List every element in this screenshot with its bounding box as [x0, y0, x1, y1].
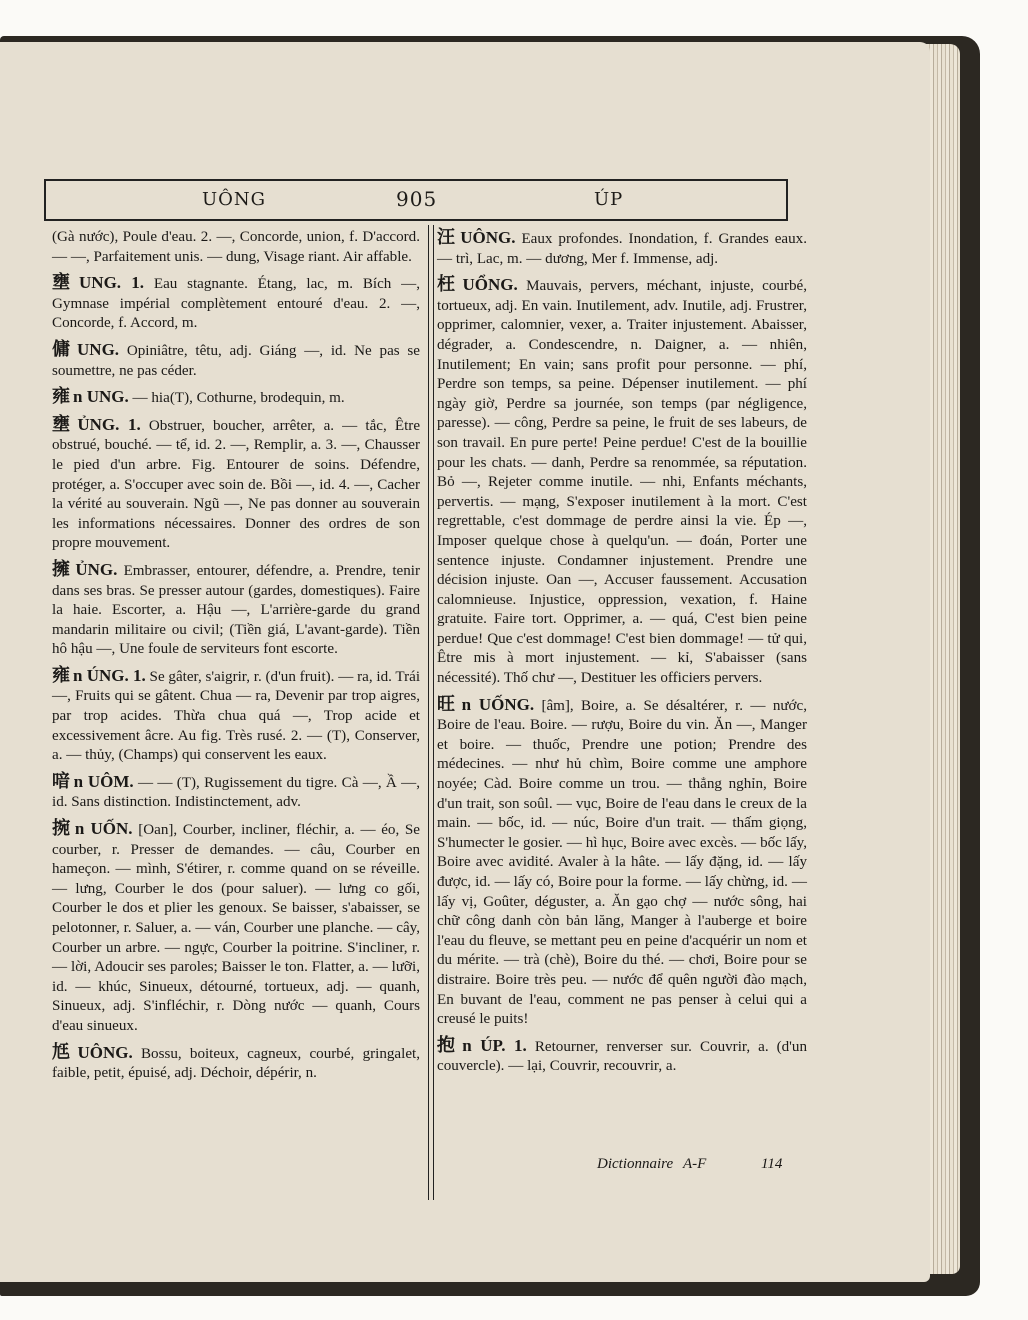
dictionary-entry — [52, 415, 420, 554]
dictionary-entry — [437, 228, 807, 269]
dictionary-entry — [437, 1036, 807, 1077]
headword-glyph: 捥 — [52, 818, 72, 839]
dictionary-entry — [52, 666, 420, 766]
headword-glyph: 喑 — [52, 770, 71, 791]
headword-glyph: 雍 — [52, 386, 70, 407]
entry-text: Mauvais, pervers, méchant, injuste, courbé, tortueux, adj. En vain. Inutilement, adv. Inutile, adj. Frustrer, opprimer, calomnier, vexer, a. Traiter injustement. Abaisser, dégrader, a. Condescendre, n. Daigner, a. — nhiên, Inutilement; En vain; sans profit pour personne. — phí, Perdre son temps, sa peine. Dépenser inutilement. — phí ngày giờ, Perdre sa journée, son temps (par négligence, paresse). — công, Perdre sa peine, le fruit de ses labeurs, de son travail. En pure perte! Peine perdue! C'est de la bouillie pour les chats. — danh, Perdre sa renommée, sa réputation. Bỏ —, Rejeter comme inutile. — nhi, Enfants méchants, pervertis. — mạng, S'exposer inutilement à la mort. C'est regrettable, c'est dommage de perdre ainsi la vie. Ép —, Imposer quelque chose à quelqu'un. — đoán, Porter une sentence injuste. Condamner injustement. Prendre une décision injuste. Oan —, Accuser faussement. Accusation calomnieuse. Injustice, oppression, vexation, f. Haine gratuite. Faire tort. Opprimer, a. — quá, C'est bien peine perdue! Que c'est dommage! C'est bien dommage! — tử qui, Être mis à mort injustement. — kỉ, S'abaisser (sans nécessité). Thố chư —, Destituer les officiers pervers. — [437, 278, 807, 687]
footer-number: 114 — [761, 1156, 783, 1172]
dictionary-entry — [52, 273, 420, 334]
dictionary-entry — [52, 340, 420, 381]
headword-glyph: 旺 — [437, 693, 459, 714]
right-column — [437, 228, 807, 1083]
footer-section: A-F — [683, 1156, 707, 1172]
dictionary-entry — [52, 228, 420, 267]
headword: n UỐN. — [74, 819, 133, 839]
dictionary-entry — [437, 275, 807, 688]
dictionary-entry — [52, 819, 420, 1037]
dictionary-entry — [52, 1043, 420, 1084]
headword: UNG. 1. — [79, 273, 145, 293]
entry-text: Embrasser, entourer, défendre, a. Prendre, tenir dans ses bras. Se presser autour (gardes, domestiques). Faire la haie. Escorter, a. Hậu —, L'arrière-garde du grand mandarin militaire ou civil; (Tiền giá, L'avant-garde). Tiền hô hậu —, Une foule de serviteurs font escorte. — [52, 562, 421, 658]
headword: UÔNG. — [77, 1042, 133, 1062]
headword: n ÚP. 1. — [462, 1035, 527, 1055]
left-column — [52, 228, 420, 1090]
footer-signature — [437, 1156, 807, 1176]
headword: n UỐNG. — [461, 694, 535, 714]
dictionary-entry — [52, 772, 420, 813]
headword-glyph: 雍 — [52, 664, 71, 685]
headword-glyph: 抱 — [437, 1034, 460, 1055]
headword: UỔNG. — [462, 275, 518, 295]
entry-text: Eau stagnante. Étang, lac, m. Bích —, Gymnase impérial complètement entouré d'eau. 2. —, Concorde, f. Accord, m. — [52, 276, 420, 332]
page-number: 905 — [396, 187, 438, 211]
headword-glyph: 枉 — [437, 274, 460, 295]
headword: UÔNG. — [460, 228, 516, 247]
headword-glyph: 擁 — [52, 558, 73, 579]
column-divider — [428, 225, 434, 1200]
page — [0, 42, 930, 1282]
footer-title: Dictionnaire — [597, 1156, 674, 1172]
running-header — [44, 179, 788, 221]
entry-text: (Gà nước), Poule d'eau. 2. —, Concorde, union, f. D'accord. — —, Parfaitement unis. — dung, Visage riant. Air affable. — [52, 229, 420, 265]
entry-text: Se gâter, s'aigrir, r. (d'un fruit). — ra, id. Trái —, Fruits qui se gâtent. Chua — ra, Devenir par trop aigres, par trop acides. Thừa chua quá —, Trop acide et excessivement âcre. Au fig. Très rusé. 2. — (T), Conserver, a. — thủy, (Champs) qui conservent les eaux. — [52, 668, 421, 764]
dictionary-entry — [437, 695, 807, 1030]
headword: n ÚNG. 1. — [73, 665, 146, 685]
headword: ỦNG. — [75, 559, 118, 579]
dictionary-entry — [52, 387, 420, 409]
headword-glyph: 壅 — [52, 272, 77, 293]
headword: n UNG. — [73, 387, 129, 407]
headword: n UÔM. — [73, 771, 134, 791]
entry-text: [Oan], Courber, incliner, fléchir, a. — éo, Se courber, r. Presser de demandes. — câu, Courber en hameçon. — mình, S'étirer, r. comme quand on se réveille. — lưng, Courber le dos (pour saluer). — lưng co gối, Courber le dos et plier les genoux. Se baisser, s'abaisser, se pelotonner, r. Saluer, a. — ván, Courber une planche. — cây, Courber un arbre. — ngực, Courber la poitrine. S'incliner, r. — lời, Adoucir ses paroles; Baisser le ton. Flatter, a. — lưỡi, id. — khúc, Sinueux, détourné, tortueux, adj. — quanh, Sinueux, adj. S'infléchir, r. Dòng nước — quanh, Cours d'eau sinueux. — [52, 822, 421, 1034]
headword-glyph: 尪 — [52, 1041, 75, 1062]
headword-glyph: 壅 — [52, 413, 75, 434]
entry-text: Bossu, boiteux, cagneux, courbé, gringalet, faible, petit, épuisé, adj. Déchoir, dépérir, n. — [52, 1045, 420, 1082]
entry-text: Opiniâtre, têtu, adj. Giáng —, id. Ne pas se soumettre, ne pas céder. — [52, 342, 420, 379]
header-right-word: ÚP — [594, 189, 624, 210]
entry-text: — — (T), Rugissement du tigre. Cà —, Ầ —, id. Sans distinction. Indistinctement, adv. — [52, 774, 421, 811]
entry-text: [âm], Boire, a. Se désaltérer, r. — nước, Boire de l'eau. Boire. — rượu, Boire du vin. Ăn —, Manger et boire. — thuốc, Prendre une potion; Prendre des médecines. — như hủ chìm, Boire comme une amphore noyée; Càd. Boire comme un trou. — thẳng nghỉn, Boire d'un trait, son soûl. — vục, Boire de l'eau dans le creux de la main. — bốc, id. — núc, Boire d'un trait. — thấm giọng, S'humecter le gosier. — hì hục, Boire avec excès. — bốc lấy, Boire avec avidité. Avaler à la hâte. — lấy đặng, id. — lấy được, id. — lấy có, Boire pour la forme. — lấy chừng, id. — lấy vị, Goûter, déguster, a. Ăn gạo chợ — nước sông, hai chữ công danh còn bản lăng, Manger à l'auberge et boire l'eau du fleuve, se mettant peu en peine d'acquérir un nom et du mérite. — trà (chè), Boire du thé. — chơi, Boire pour se distraire. Boire très peu. — nước để quên người đào mạch, En buvant de l'eau, comment ne pas penser à celui qui a creusé le puits! — [437, 697, 807, 1028]
headword-glyph: 汪 — [437, 227, 458, 247]
headword: ỦNG. 1. — [77, 414, 141, 434]
dictionary-entry — [52, 560, 420, 660]
entry-text: Retourner, renverser sur. Couvrir, a. (d'un couvercle). — lại, Couvrir, recouvrir, a. — [437, 1038, 807, 1075]
headword-glyph: 傭 — [52, 338, 75, 359]
entry-text: — hia(T), Cothurne, brodequin, m. — [132, 390, 345, 407]
entry-text: Obstruer, boucher, arrêter, a. — tắc, Être obstrué, bouché. — tể, id. 2. —, Remplir, a. 3. —, Chausser le pied d'un arbre. Fig. Entourer de soins. Défendre, protéger, a. S'occuper avec soin de. Bồi —, id. 4. —, Cacher la vérité au souverain. Ngũ —, Ne pas donner au souverain les informations nécessaires. Donner des ordres de son propre mouvement. — [52, 417, 421, 552]
entry-text: Eaux profondes. Inondation, f. Grandes eaux. — trì, Lac, m. — dương, Mer f. Immense, adj. — [437, 231, 807, 267]
header-left-word: UÔNG — [202, 189, 267, 210]
headword: UNG. — [77, 339, 120, 359]
